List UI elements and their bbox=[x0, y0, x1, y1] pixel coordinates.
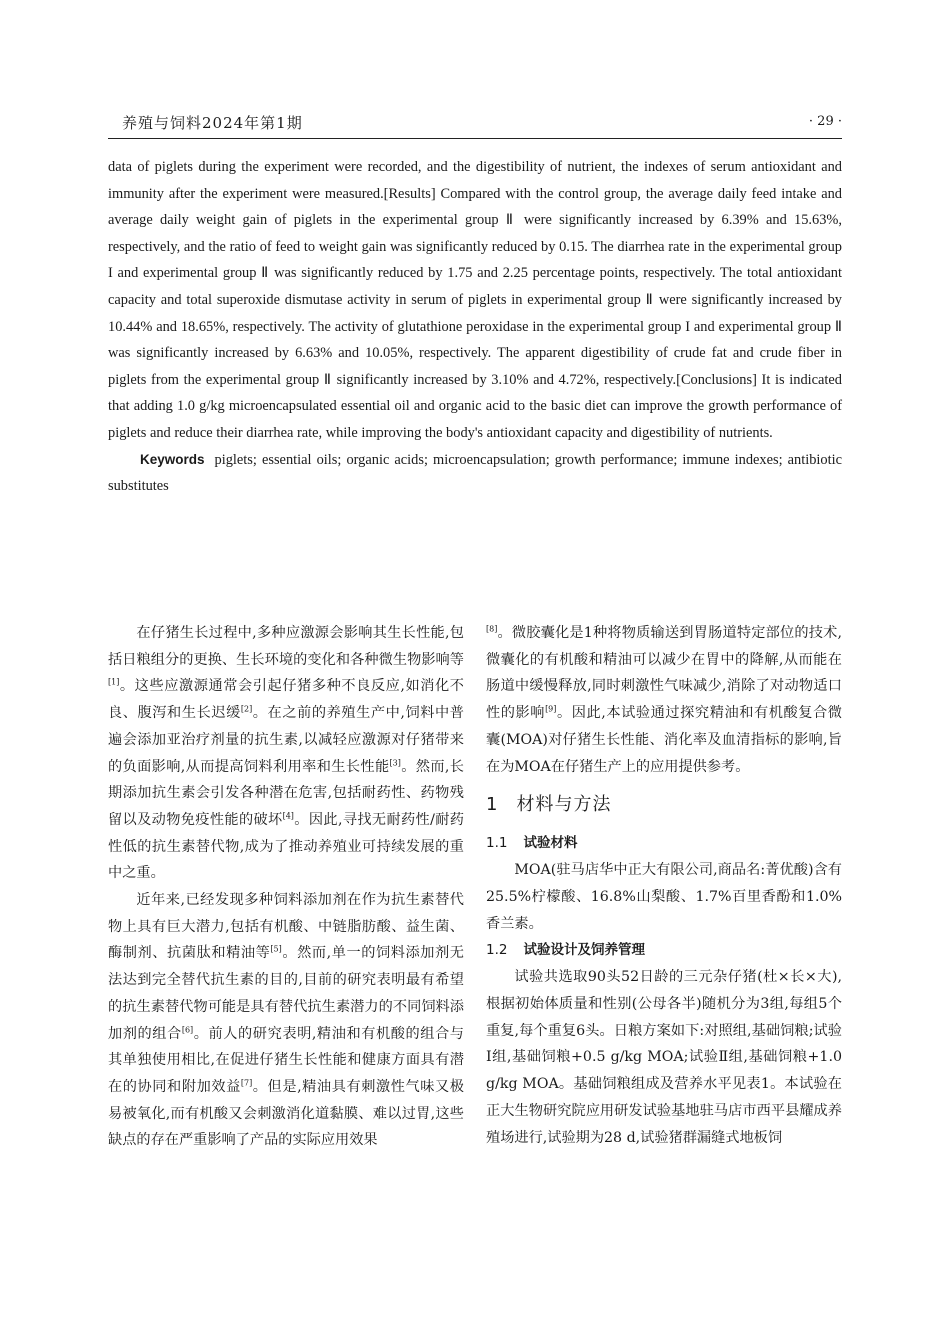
text-run: 。然而,单一的饲料添加剂无法达到完全替代抗生素的目的,目前的研究表明最有希望的抗生素替代物可能是具有替代抗生素潜力的不同饲料添加剂的组合 bbox=[108, 945, 464, 1042]
citation-8[interactable]: [8] bbox=[486, 624, 498, 634]
section-title: 材料与方法 bbox=[516, 794, 612, 816]
citation-1[interactable]: [1] bbox=[108, 677, 120, 687]
text-run: 。但是,精油具有刺激性气味又极易被氧化,而有机酸又会刺激消化道黏膜、难以过胃,这些缺点的存在严重影响了产品的实际应用效果 bbox=[108, 1078, 464, 1149]
materials-paragraph: MOA(驻马店华中正大有限公司,商品名:菁优酸)含有25.5%柠檬酸、16.8%山梨酸、1.7%百里香酚和1.0%香兰素。 bbox=[486, 862, 842, 932]
subsection-title: 试验设计及饲养管理 bbox=[523, 942, 645, 959]
text-run: 。因此,寻找无耐药性/耐药性低的抗生素替代物,成为了推动养殖业可持续发展的重中之重。 bbox=[108, 811, 464, 882]
subsection-heading-1-2 bbox=[486, 937, 842, 964]
intro-paragraph-2 bbox=[108, 887, 464, 1154]
keywords-line bbox=[108, 447, 842, 500]
page-number: · 29 · bbox=[808, 114, 842, 129]
text-run: 。前人的研究表明,精油和有机酸的组合与其单独使用相比,在促进仔猪生长性能和健康方面具有潜在的协同和附加效益 bbox=[108, 1025, 464, 1095]
keywords-list: piglets; essential oils; organic acids; microencapsulation; growth performance; immune indexes; antibiotic substitutes bbox=[108, 451, 842, 495]
subsection-heading-1-1 bbox=[486, 830, 842, 857]
citation-4[interactable]: [4] bbox=[282, 811, 294, 821]
keywords-label: Keywords bbox=[140, 451, 205, 467]
abstract-text: data of piglets during the experiment were recorded, and the digestibility of nutrient, the indexes of serum antioxidant and immunity after the experiment were measured.[Results] Compared with the control group, the average daily feed intake and average daily weight gain of piglets in the experimental group Ⅱ were significantly increased by 6.39% and 15.63%, respectively, and the ratio of feed to weight gain was significantly reduced by 0.15. The diarrhea rate in the experimental group I and experimental group Ⅱ was significantly reduced by 1.75 and 2.25 percentage points, respectively. The total antioxidant capacity and total superoxide dismutase activity in serum of piglets in experimental group Ⅱ were significantly increased by 10.44% and 18.65%, respectively. The activity of glutathione peroxidase in the experimental group I and experimental group Ⅱ was significantly increased by 6.63% and 10.05%, respectively. The apparent digestibility of crude fat and crude fiber in piglets from the experimental group Ⅱ significantly increased by 3.10% and 4.72%, respectively.[Conclusions] It is indicated that adding 1.0 g/kg microencapsulated essential oil and organic acid to the basic diet can improve the growth performance of piglets and reduce their diarrhea rate, while improving the body's antioxidant capacity and digestibility of nutrients. bbox=[108, 159, 842, 441]
subsection-number: 1.1 bbox=[486, 835, 508, 852]
text-run: 。微胶囊化是1种将物质输送到胃肠道特定部位的技术,微囊化的有机酸和精油可以减少在胃中的降解,从而能在肠道中缓慢释放,同时刺激性气味减少,消除了对动物适口性的影响 bbox=[486, 625, 842, 722]
text-run: 。在之前的养殖生产中,饲料中普遍会添加亚治疗剂量的抗生素,以减轻应激源对仔猪带来的负面影响,从而提高饲料利用率和生长性能 bbox=[108, 705, 464, 775]
text-run: 。然而,长期添加抗生素会引发各种潜在危害,包括耐药性、药物残留以及动物免疫性能的破坏 bbox=[108, 758, 464, 828]
citation-6[interactable]: [6] bbox=[181, 1024, 194, 1034]
intro-paragraph-2-continued bbox=[486, 620, 842, 780]
left-column bbox=[108, 620, 464, 1154]
english-abstract bbox=[108, 154, 842, 500]
text-run: 在仔猪生长过程中,多种应激源会影响其生长性能,包括日粮组分的更换、生长环境的变化和各种微生物影响等 bbox=[108, 625, 464, 668]
subsection-title: 试验材料 bbox=[523, 835, 578, 852]
text-run: 近年来,已经发现多种饲料添加剂在作为抗生素替代物上具有巨大潜力,包括有机酸、中链脂肪酸、益生菌、酶制剂、抗菌肽和精油等 bbox=[108, 892, 464, 962]
text-run: 。这些应激源通常会引起仔猪多种不良反应,如消化不良、腹泻和生长迟缓 bbox=[108, 678, 464, 722]
citation-5[interactable]: [5] bbox=[270, 944, 282, 954]
section-number: 1 bbox=[486, 794, 499, 816]
text-run: 。因此,本试验通过探究精油和有机酸复合微囊(MOA)对仔猪生长性能、消化率及血清指标的影响,旨在为MOA在仔猪生产上的应用提供参考。 bbox=[486, 705, 842, 775]
design-paragraph: 试验共选取90头52日龄的三元杂仔猪(杜×长×大),根据初始体质量和性别(公母各半)随机分为3组,每组5个重复,每个重复6头。日粮方案如下:对照组,基础饲粮;试验Ⅰ组,基础饲粮+0.5 g/kg MOA;试验Ⅱ组,基础饲粮+1.0 g/kg MOA。基础饲粮组成及营养水平见表1。本试验在正大生物研究院应用研发试验基地驻马店市西平县耀成养殖场进行,试验期为28 d,试验猪群漏缝式地板饲 bbox=[486, 969, 842, 1146]
citation-3[interactable]: [3] bbox=[389, 757, 401, 767]
subsection-number: 1.2 bbox=[486, 942, 508, 959]
citation-7[interactable]: [7] bbox=[240, 1078, 253, 1088]
right-column bbox=[486, 620, 842, 1151]
journal-title: 养殖与饲料2024年第1期 bbox=[122, 114, 303, 132]
intro-paragraph-1 bbox=[108, 620, 464, 887]
section-heading bbox=[486, 792, 842, 818]
running-header bbox=[108, 110, 842, 139]
citation-9[interactable]: [9] bbox=[545, 704, 557, 714]
citation-2[interactable]: [2] bbox=[240, 704, 253, 714]
